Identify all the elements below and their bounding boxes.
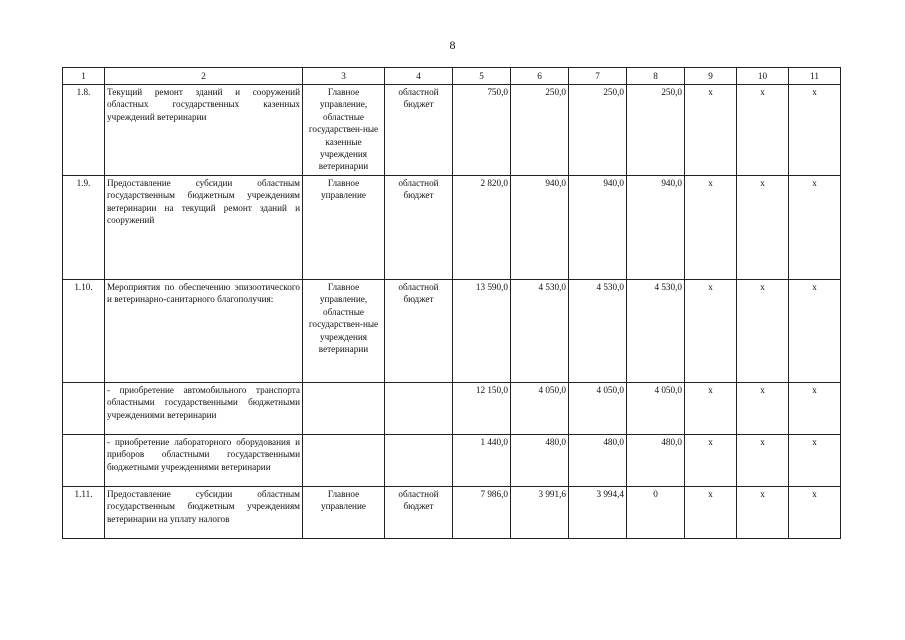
row-value-col6: 3 991,6 bbox=[511, 487, 569, 539]
row-number bbox=[63, 383, 105, 435]
column-header: 8 bbox=[627, 68, 685, 85]
row-number: 1.9. bbox=[63, 176, 105, 280]
table-row bbox=[63, 383, 841, 435]
table-row bbox=[63, 280, 841, 383]
row-value-col8: 0 bbox=[627, 487, 685, 539]
column-number-row bbox=[63, 68, 841, 85]
row-number bbox=[63, 435, 105, 487]
row-funding-source bbox=[385, 383, 453, 435]
row-value-col6: 4 050,0 bbox=[511, 383, 569, 435]
row-value-col10: x bbox=[737, 487, 789, 539]
row-value-col9: x bbox=[685, 280, 737, 383]
row-value-col7: 4 530,0 bbox=[569, 280, 627, 383]
table-row bbox=[63, 435, 841, 487]
row-value-col9: x bbox=[685, 85, 737, 176]
row-value-col7: 4 050,0 bbox=[569, 383, 627, 435]
table-row bbox=[63, 176, 841, 280]
row-description: - приобретение автомобильного транспорта областными государственными бюджетными учреждениями ветеринарии bbox=[105, 383, 303, 435]
row-value-col9: x bbox=[685, 176, 737, 280]
column-header: 7 bbox=[569, 68, 627, 85]
row-value-col7: 3 994,4 bbox=[569, 487, 627, 539]
row-value-col9: x bbox=[685, 383, 737, 435]
row-value-col8: 940,0 bbox=[627, 176, 685, 280]
row-description: Предоставление субсидии областным государственным бюджетным учреждениям ветеринарии на текущий ремонт зданий и сооружений bbox=[105, 176, 303, 280]
row-responsible bbox=[303, 435, 385, 487]
row-value-col10: x bbox=[737, 176, 789, 280]
row-value-col11: x bbox=[789, 487, 841, 539]
budget-table bbox=[62, 67, 841, 539]
row-responsible: Главное управление bbox=[303, 176, 385, 280]
row-value-col9: x bbox=[685, 435, 737, 487]
column-header: 4 bbox=[385, 68, 453, 85]
column-header: 3 bbox=[303, 68, 385, 85]
row-responsible: Главное управление, областные государствен-ные учреждения ветеринарии bbox=[303, 280, 385, 383]
row-funding-source bbox=[385, 435, 453, 487]
row-value-col6: 940,0 bbox=[511, 176, 569, 280]
row-value-total: 7 986,0 bbox=[453, 487, 511, 539]
row-value-col9: x bbox=[685, 487, 737, 539]
row-description: Предоставление субсидии областным государственным бюджетным учреждениям ветеринарии на уплату налогов bbox=[105, 487, 303, 539]
row-description: - приобретение лабораторного оборудования и приборов областными государственными бюджетными учреждениями ветеринарии bbox=[105, 435, 303, 487]
row-value-col11: x bbox=[789, 435, 841, 487]
column-header: 9 bbox=[685, 68, 737, 85]
row-responsible bbox=[303, 383, 385, 435]
row-value-col8: 480,0 bbox=[627, 435, 685, 487]
row-value-col7: 480,0 bbox=[569, 435, 627, 487]
row-value-col10: x bbox=[737, 85, 789, 176]
row-funding-source: областной бюджет bbox=[385, 487, 453, 539]
page-number: 8 bbox=[449, 38, 456, 52]
table-row bbox=[63, 487, 841, 539]
row-description: Текущий ремонт зданий и сооружений областных государственных казенных учреждений ветеринарии bbox=[105, 85, 303, 176]
row-responsible: Главное управление, областные государствен-ные казенные учреждения ветеринарии bbox=[303, 85, 385, 176]
row-value-col11: x bbox=[789, 176, 841, 280]
row-value-col6: 250,0 bbox=[511, 85, 569, 176]
row-description: Мероприятия по обеспечению эпизоотического и ветеринарно-санитарного благополучия: bbox=[105, 280, 303, 383]
column-header: 2 bbox=[105, 68, 303, 85]
row-value-col8: 4 530,0 bbox=[627, 280, 685, 383]
row-value-col10: x bbox=[737, 435, 789, 487]
row-value-col11: x bbox=[789, 280, 841, 383]
row-number: 1.8. bbox=[63, 85, 105, 176]
row-value-col11: x bbox=[789, 383, 841, 435]
row-number: 1.10. bbox=[63, 280, 105, 383]
row-funding-source: областной бюджет bbox=[385, 176, 453, 280]
row-value-col11: x bbox=[789, 85, 841, 176]
row-responsible: Главное управление bbox=[303, 487, 385, 539]
row-value-col7: 940,0 bbox=[569, 176, 627, 280]
column-header: 11 bbox=[789, 68, 841, 85]
column-header: 5 bbox=[453, 68, 511, 85]
row-value-col6: 480,0 bbox=[511, 435, 569, 487]
row-value-total: 750,0 bbox=[453, 85, 511, 176]
row-funding-source: областной бюджет bbox=[385, 280, 453, 383]
row-value-col7: 250,0 bbox=[569, 85, 627, 176]
column-header: 6 bbox=[511, 68, 569, 85]
column-header: 10 bbox=[737, 68, 789, 85]
row-value-col10: x bbox=[737, 383, 789, 435]
row-value-col10: x bbox=[737, 280, 789, 383]
column-header: 1 bbox=[63, 68, 105, 85]
row-value-col8: 4 050,0 bbox=[627, 383, 685, 435]
row-number: 1.11. bbox=[63, 487, 105, 539]
row-value-total: 1 440,0 bbox=[453, 435, 511, 487]
row-value-total: 2 820,0 bbox=[453, 176, 511, 280]
row-value-total: 12 150,0 bbox=[453, 383, 511, 435]
table-row bbox=[63, 85, 841, 176]
row-value-col8: 250,0 bbox=[627, 85, 685, 176]
row-value-total: 13 590,0 bbox=[453, 280, 511, 383]
row-value-col6: 4 530,0 bbox=[511, 280, 569, 383]
row-funding-source: областной бюджет bbox=[385, 85, 453, 176]
